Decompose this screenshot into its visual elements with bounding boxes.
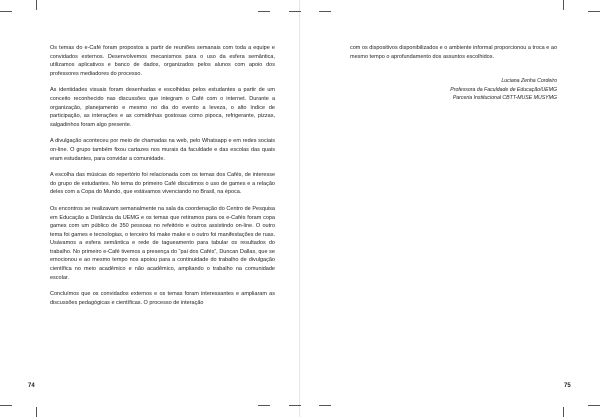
paragraph: Os temas do e-Café foram propostos a partir de reuniões semanais com toda a equipe e convidados externos. Desenvolvemos mecanismos para o uso da esfera semântica, utilizamos aplicativos e banco de dados, organizados pelos alunos com apoio dos professores mediadores do processo. [50, 45, 275, 77]
paragraph-continuation: com os dispositivos disponibilizados e o ambiente informal proporcionou a troca e ao mesmo tempo o aprofundamento dos assuntos escolhidos. [350, 45, 557, 60]
crop-mark [0, 11, 12, 12]
signature-affiliation: Professora da Faculdade de Educação/UEMG [450, 86, 557, 93]
crop-mark [0, 405, 12, 406]
crop-mark [36, 407, 37, 417]
crop-mark [289, 11, 301, 12]
left-text-column [50, 44, 275, 315]
paragraph: Os encontros se realizavam semanalmente na sala da coordenação do Centro de Pesquisa em Educação a Distância da UEMG e os temas que retiramos para os e-Cafés foram copa games com um público de 350 pessoas no refeitório e outros assistindo on-line. O outro tema foi games e tecnologias, o terceiro foi make make e o outro foi manifestações de ruas. Usávamos a esfera semântica e rede de tagueamento para tabular os resultados do trabalho. No primeiro e-Café tivemos a presença do “pai dos Cafés”, Duncan Dallas, que se emocionou e ao mesmo tempo nos apoiou para a continuidade do trabalho de divulgação científica no meio acadêmico e não acadêmico, ampliando o trabalho na comunidade escolar. [50, 205, 275, 281]
page-number-right: 75 [564, 383, 571, 389]
crop-mark [289, 405, 301, 406]
crop-mark [319, 405, 331, 406]
crop-mark [563, 407, 564, 417]
crop-mark [36, 0, 37, 10]
page-number-left: 74 [28, 383, 35, 389]
signature-block [357, 77, 557, 103]
crop-mark [563, 0, 564, 10]
crop-mark [319, 11, 331, 12]
right-page [300, 0, 600, 417]
right-text-column [350, 44, 557, 61]
paragraph: A escolha das músicas do repertório foi relacionada com os temas dos Cafés, de interesse do grupo de estudantes. No tema do primeiro Café discutimos o uso de games e a relação deles com a Copa do Mundo, que estávamos vivenciando no Brasil, na época. [50, 172, 275, 196]
crop-mark [588, 405, 600, 406]
signature-name: Luciana Zenha Cordeiro [501, 78, 557, 84]
crop-mark [258, 405, 270, 406]
crop-mark [258, 11, 270, 12]
paragraph: A divulgação aconteceu por meio de chamadas na web, pelo Whatsapp e em redes sociais on-line. O grupo também fixou cartazes nos murais da faculdade e das escolas das quais eram estudantes, para convidar a comunidade. [50, 138, 275, 162]
paragraph: As identidades visuais foram desenhadas e escolhidas pelos estudantes a partir de um conceito reconhecido nas discussões que integram o Café com o internet. Durante a organização, planejamento e mesmo no dia do evento a leveza, o alto índice de participação, as interações e as comidinhas gostosas como pipoca, refrigerante, pizzas, salgadinhos foram algo presente. [50, 87, 275, 128]
crop-mark [588, 11, 600, 12]
paragraph: Concluímos que os convidados externos e os temas foram interessantes e ampliaram as discussões pedagógicas e científicas. O processo de interação [50, 291, 275, 306]
signature-partnership: Parceria Institucional CBTT-MUSE MUSYMG [452, 95, 557, 101]
